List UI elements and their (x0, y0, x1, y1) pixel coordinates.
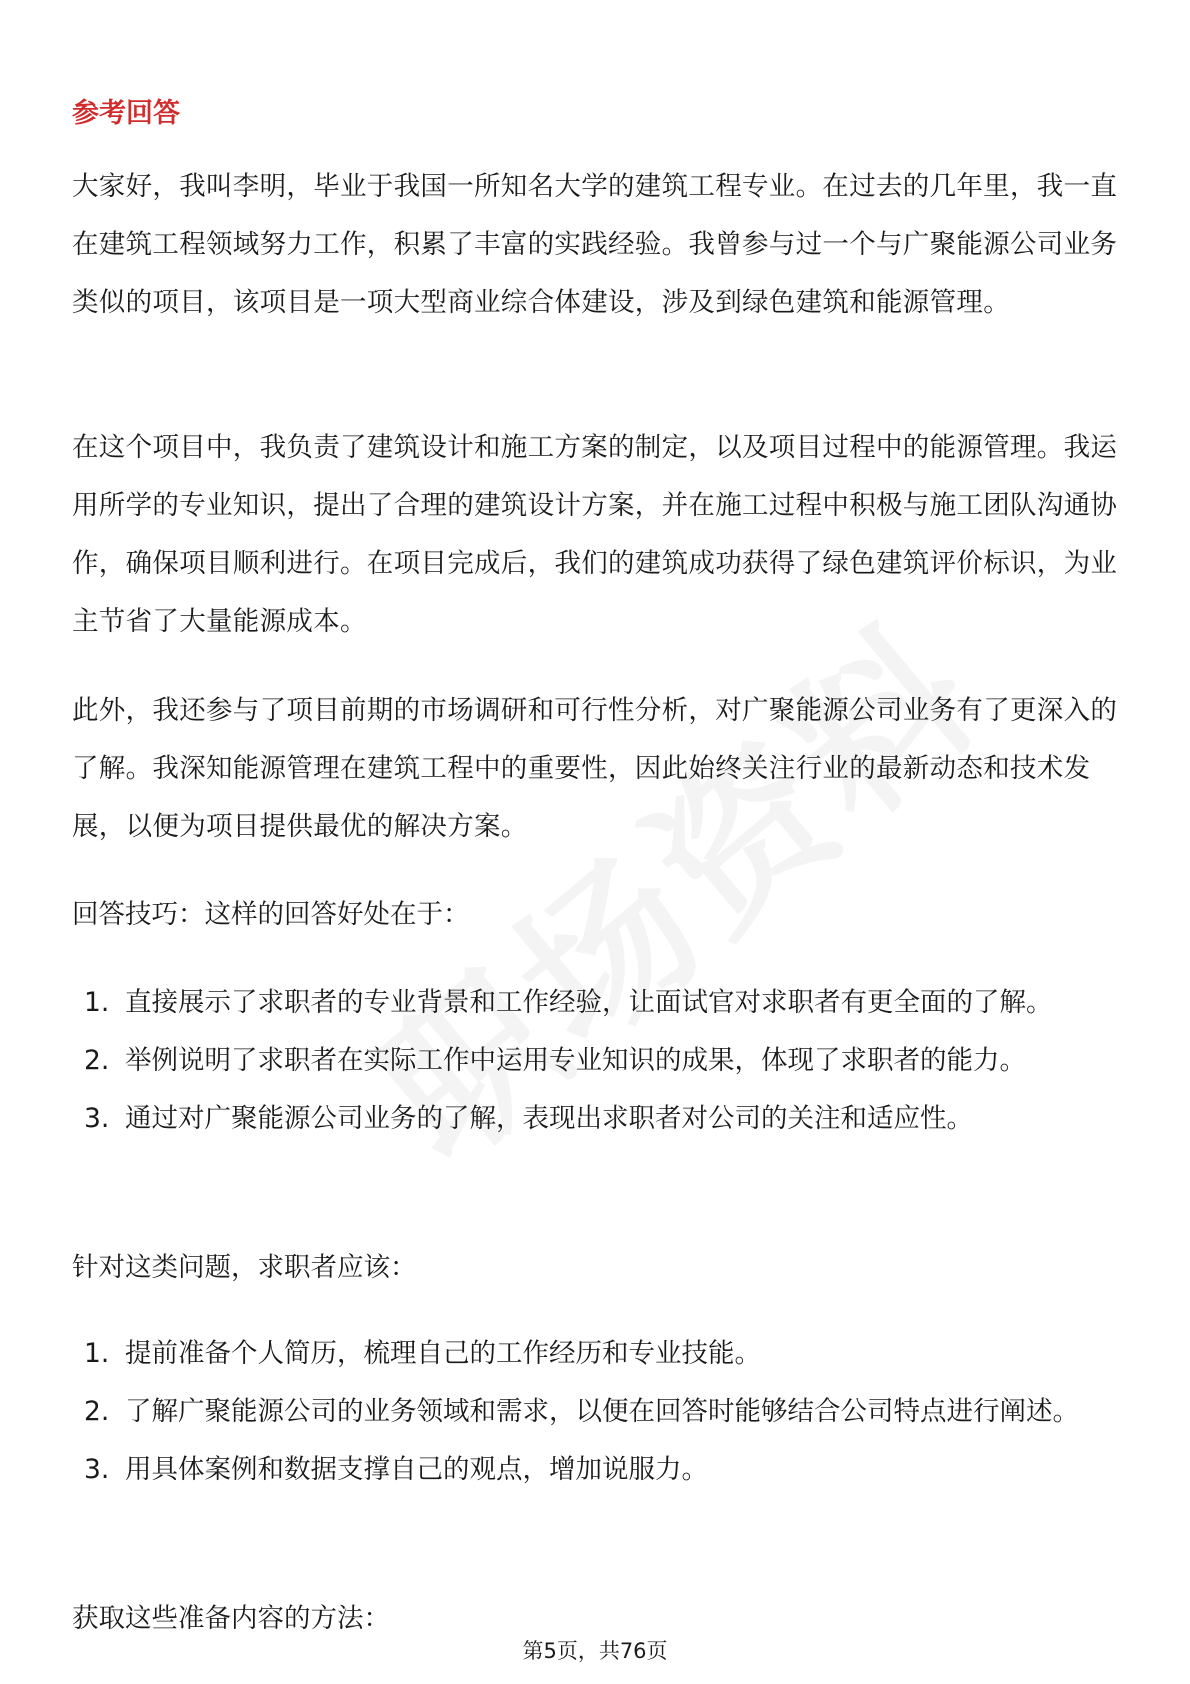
list-item: 3. 通过对广聚能源公司业务的了解，表现出求职者对公司的关注和适应性。 (84, 1103, 973, 1134)
list-item: 2. 了解广聚能源公司的业务领域和需求，以便在回答时能够结合公司特点进行阐述。 (84, 1396, 1079, 1427)
paragraph-research: 此外，我还参与了项目前期的市场调研和可行性分析，对广聚能源公司业务有了更深入的了解。我深知能源管理在建筑工程中的重要性，因此始终关注行业的最新动态和技术发展，以便为项目提供最优的解决方案。 (72, 695, 1118, 842)
page-number: 第5页，共76页 (522, 1639, 668, 1663)
list-item: 1. 直接展示了求职者的专业背景和工作经验，让面试官对求职者有更全面的了解。 (84, 987, 1053, 1018)
section-title: 参考回答 (72, 98, 180, 129)
tips-list (72, 974, 1132, 1148)
method-intro: 获取这些准备内容的方法： (72, 1603, 390, 1634)
paragraph-project: 在这个项目中，我负责了建筑设计和施工方案的制定，以及项目过程中的能源管理。我运用所学的专业知识，提出了合理的建筑设计方案，并在施工过程中积极与施工团队沟通协作，确保项目顺利进行。在项目完成后，我们的建筑成功获得了绿色建筑评价标识，为业主节省了大量能源成本。 (72, 432, 1118, 637)
list-item: 2. 举例说明了求职者在实际工作中运用专业知识的成果，体现了求职者的能力。 (84, 1045, 1026, 1076)
list-item: 3. 用具体案例和数据支撑自己的观点，增加说服力。 (84, 1454, 708, 1485)
tips-intro: 回答技巧：这样的回答好处在于： (72, 899, 470, 930)
advice-list (72, 1325, 1132, 1499)
list-item: 1. 提前准备个人简历，梳理自己的工作经历和专业技能。 (84, 1338, 761, 1369)
advice-intro: 针对这类问题，求职者应该： (72, 1252, 417, 1283)
paragraph-intro: 大家好，我叫李明，毕业于我国一所知名大学的建筑工程专业。在过去的几年里，我一直在建筑工程领域努力工作，积累了丰富的实践经验。我曾参与过一个与广聚能源公司业务类似的项目，该项目是一项大型商业综合体建设，涉及到绿色建筑和能源管理。 (72, 171, 1118, 318)
